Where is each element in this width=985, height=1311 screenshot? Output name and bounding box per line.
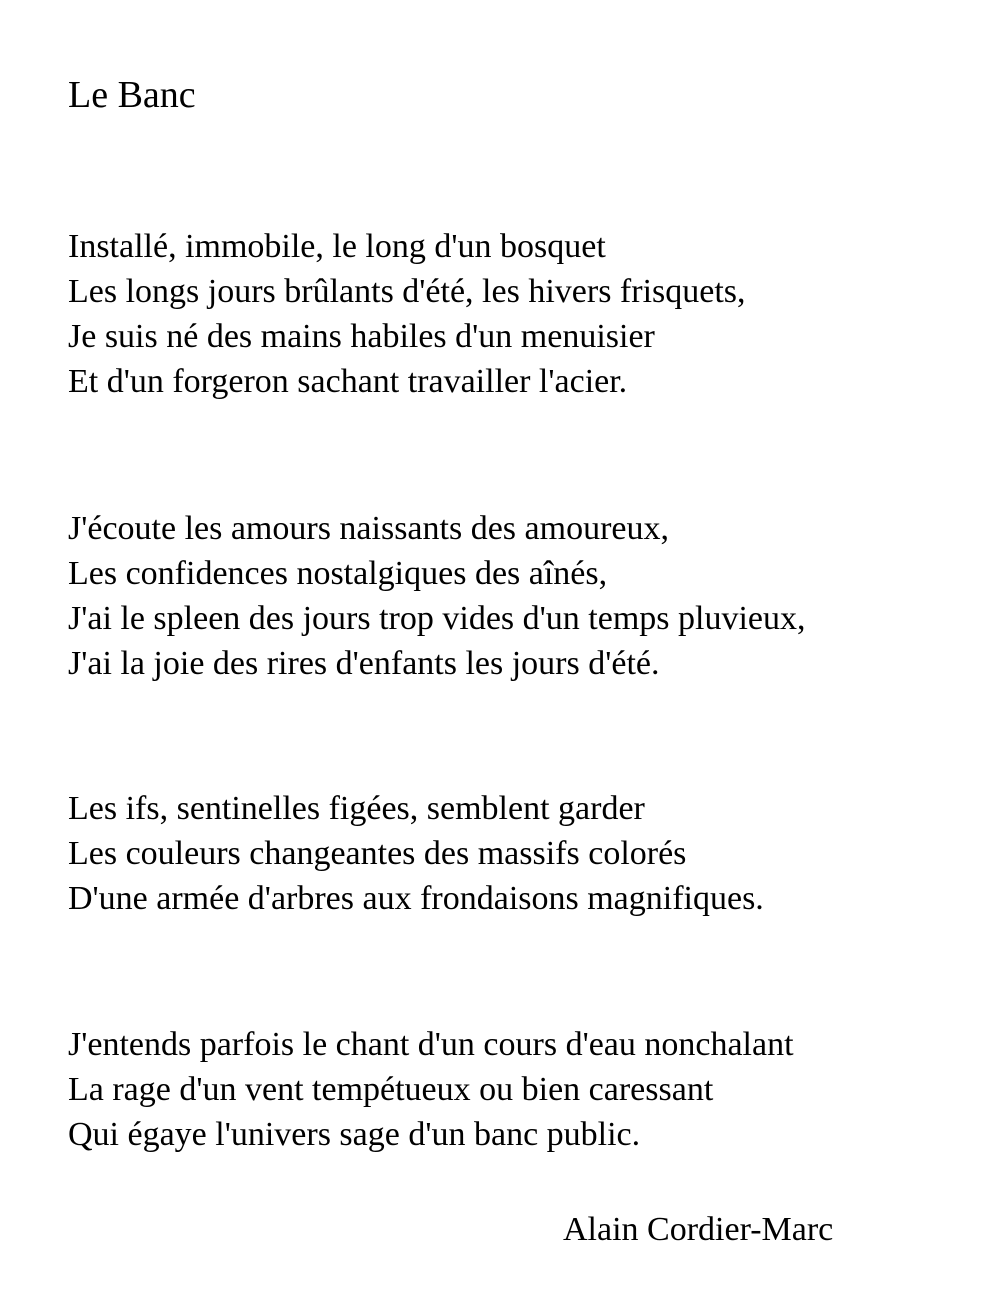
- poem-line: J'ai le spleen des jours trop vides d'un temps pluvieux,: [68, 600, 806, 637]
- poem-line: Installé, immobile, le long d'un bosquet: [68, 228, 606, 265]
- stanza-3: [68, 786, 764, 921]
- poem-line: J'entends parfois le chant d'un cours d'eau nonchalant: [68, 1026, 794, 1063]
- poem-line: Et d'un forgeron sachant travailler l'acier.: [68, 363, 628, 400]
- poem-line: La rage d'un vent tempétueux ou bien caressant: [68, 1071, 714, 1108]
- stanza-2: [68, 506, 805, 686]
- poem-line: Je suis né des mains habiles d'un menuisier: [68, 318, 655, 355]
- poem-line: J'ai la joie des rires d'enfants les jours d'été.: [68, 645, 660, 682]
- stanza-1: [68, 224, 746, 404]
- poem-line: J'écoute les amours naissants des amoureux,: [68, 510, 669, 547]
- poem-line: Les longs jours brûlants d'été, les hivers frisquets,: [68, 273, 746, 310]
- poem-line: Les couleurs changeantes des massifs colorés: [68, 835, 687, 872]
- poem-line: Qui égaye l'univers sage d'un banc public.: [68, 1116, 641, 1153]
- poem-line: Les confidences nostalgiques des aînés,: [68, 555, 608, 592]
- poem-line: D'une armée d'arbres aux frondaisons magnifiques.: [68, 880, 764, 917]
- poem-line: Les ifs, sentinelles figées, semblent garder: [68, 790, 645, 827]
- stanza-4: [68, 1022, 794, 1157]
- poem-title: Le Banc: [68, 74, 196, 116]
- author-signature: Alain Cordier-Marc: [563, 1211, 834, 1248]
